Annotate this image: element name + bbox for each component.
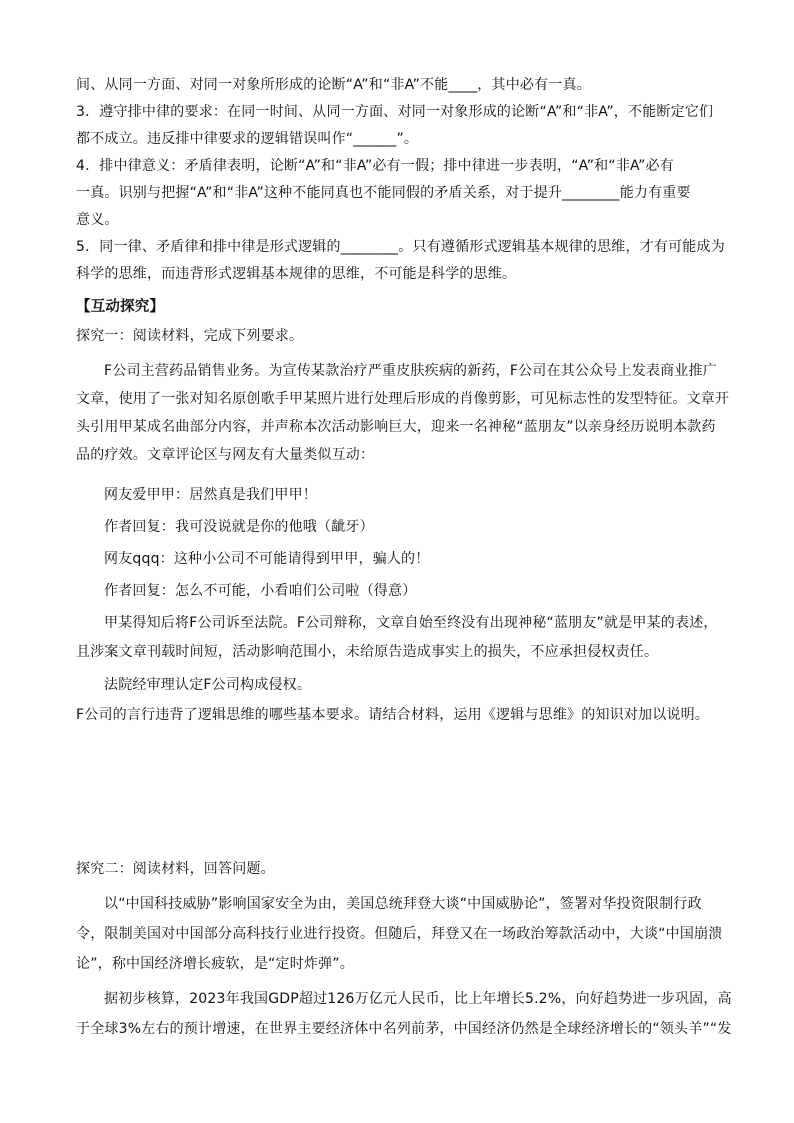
text-line: 一真。识别与把握“A”和“非A”这种不能同真也不能同假的矛盾关系，对于提升________能力有重要 — [76, 185, 691, 201]
text-line: 品的疗效。文章评论区与网友有大量类似互动： — [76, 447, 375, 463]
text-line: 头引用甲某成名曲部分内容，并声称本次活动影响巨大，迎来一名神秘“蓝朋友”以亲身经历说明本款药 — [76, 419, 716, 435]
text-line: 于全球3%左右的预计增速，在世界主要经济体中名列前茅，中国经济仍然是全球经济增长的“领头羊”“发 — [76, 1021, 732, 1037]
text-line: 意义。 — [76, 212, 119, 228]
text-line: 4．排中律意义：矛盾律表明，论断“A”和“非A”必有一假；排中律进一步表明，“A”和“非A”必有 — [76, 158, 674, 174]
text-line: 都不成立。违反排中律要求的逻辑错误叫作“______”。 — [76, 131, 419, 147]
text-line: 3．遵守排中律的要求：在同一时间、从同一方面、对同一对象形成的论断“A”和“非A”，不能断定它们 — [76, 104, 714, 120]
section-heading: 【互动探究】 — [76, 299, 165, 315]
question-title: 探究一：阅读材料，完成下列要求。 — [76, 328, 304, 344]
question-prompt: F公司的言行违背了逻辑思维的哪些基本要求。请结合材料，运用《逻辑与思维》的知识对加以说明。 — [76, 707, 710, 723]
text-line: 科学的思维，而违背形式逻辑基本规律的思维，不可能是科学的思维。 — [76, 266, 517, 282]
text-line: 法院经审理认定F公司构成侵权。 — [104, 677, 312, 693]
dialogue-line: 网友qqq：这种小公司不可能请得到甲甲，骗人的！ — [104, 551, 430, 567]
text-line: 甲某得知后将F公司诉至法院。F公司辩称，文章自始至终没有出现神秘“蓝朋友”就是甲某的表述， — [104, 615, 718, 631]
text-line: 文章，使用了一张对知名原创歌手甲某照片进行处理后形成的肖像剪影，可见标志性的发型特征。文章开 — [76, 391, 730, 407]
text-line: 且涉案文章刊载时间短，活动影响范围小，未给原告造成事实上的损失，不应承担侵权责任。 — [76, 644, 659, 660]
text-line: 间、从同一方面、对同一对象所形成的论断“A”和“非A”不能____，其中必有一真。 — [76, 77, 591, 93]
text-line: 据初步核算，2023年我国GDP超过126万亿元人民币，比上年增长5.2%，向好趋势进一步巩固，高 — [104, 991, 732, 1007]
text-line: 令，限制美国对中国部分高科技行业进行投资。但随后，拜登又在一场政治筹款活动中，大谈“中国崩溃 — [76, 926, 723, 942]
text-line: 以“中国科技威胁”影响国家安全为由，美国总统拜登大谈“中国威胁论”，签署对华投资限制行政 — [104, 896, 702, 912]
text-line: 论”，称中国经济增长疲软，是“定时炸弹”。 — [76, 956, 354, 972]
dialogue-line: 作者回复：怎么不可能，小看咱们公司啦（得意） — [104, 583, 417, 599]
text-line: F公司主营药品销售业务。为宣传某款治疗严重皮肤疾病的新药，F公司在其公众号上发表商业推广 — [104, 363, 717, 379]
dialogue-line: 网友爱甲甲：居然真是我们甲甲！ — [104, 487, 317, 503]
dialogue-line: 作者回复：我可没说就是你的他哦（龇牙） — [104, 519, 374, 535]
text-line: 5．同一律、矛盾律和排中律是形式逻辑的________。只有遵循形式逻辑基本规律的思维，才有可能成为 — [76, 239, 725, 255]
question-title: 探究二：阅读材料，回答问题。 — [76, 861, 275, 877]
